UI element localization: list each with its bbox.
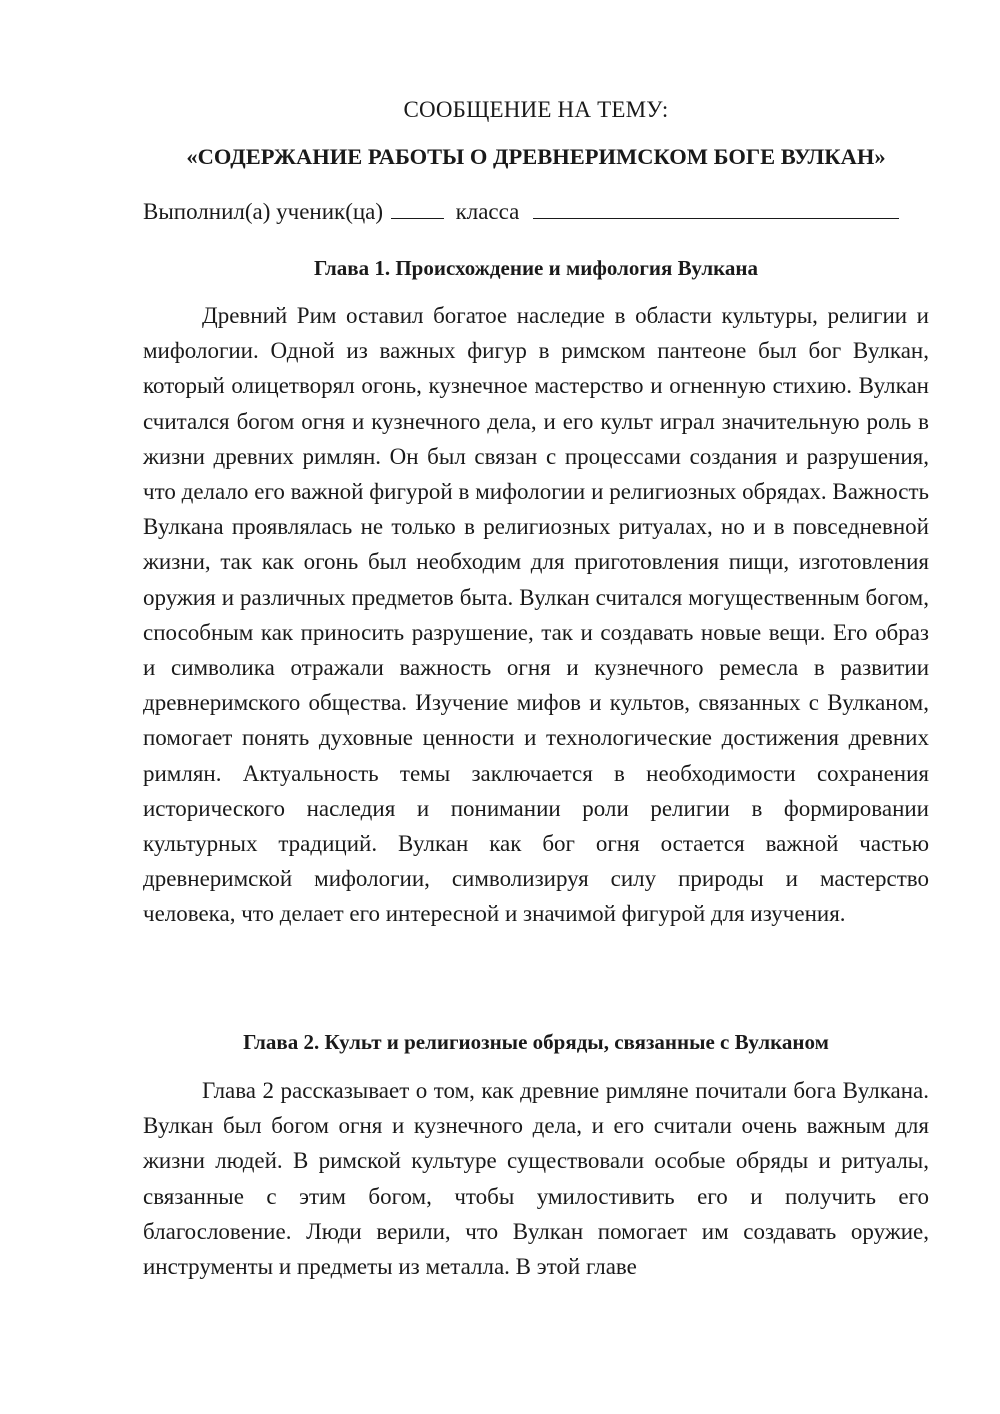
author-prefix: Выполнил(а) ученик(ца) bbox=[143, 199, 384, 224]
chapter-1-heading: Глава 1. Происхождение и мифология Вулкана bbox=[313, 256, 759, 280]
document-title: СООБЩЕНИЕ НА ТЕМУ: bbox=[403, 97, 669, 122]
chapter-1-paragraph: Древний Рим оставил богатое наследие в области культуры, религии и мифологии. Одной из важных фигур в римском пантеоне был бог Вулкан, который олицетворял огонь, кузнечное мастерство и огненную стихию. Вулкан считался богом огня и кузнечного дела, и его культ играл значительную роль в жизни древних римлян. Он был связан с процессами создания и разрушения, что делало его важной фигурой в мифологии и религиозных обрядах. Важность Вулкана проявлялась не только в религиозных ритуалах, но и в повседневной жизни, так как огонь был необходим для приготовления пищи, изготовления оружия и различных предметов быта. Вулкан считался могущественным богом, способным как приносить разрушение, так и создавать новые вещи. Его образ и символика отражали важность огня и кузнечного ремесла в развитии древнеримского общества. Изучение мифов и культов, связанных с Вулканом, помогает понять духовные ценности и технологические достижения древних римлян. Актуальность темы заключается в необходимости сохранения исторического наследия и понимании роли религии в формировании культурных традиций. Вулкан как бог огня остается важной частью древнеримской мифологии, символизируя силу природы и мастерство человека, что делает его интересной и значимой фигурой для изучения. bbox=[143, 303, 929, 927]
document-subtitle: «СОДЕРЖАНИЕ РАБОТЫ О ДРЕВНЕРИМСКОМ БОГЕ ВУЛКАН» bbox=[186, 144, 886, 169]
chapter-2-paragraph: Глава 2 рассказывает о том, как древние римляне почитали бога Вулкана. Вулкан был богом огня и кузнечного дела, и его считали очень важным для жизни людей. В римской культуре существовали особые обряды и ритуалы, связанные с этим богом, чтобы умилостивить его и получить его благословение. Люди верили, что Вулкан помогает им создавать оружие, инструменты и предметы из металла. В этой главе bbox=[143, 1078, 929, 1280]
author-line bbox=[143, 196, 929, 228]
student-name-blank bbox=[533, 198, 899, 219]
author-class-label: класса bbox=[455, 199, 520, 224]
class-number-blank bbox=[391, 198, 444, 219]
chapter-2-heading: Глава 2. Культ и религиозные обряды, связанные с Вулканом bbox=[243, 1030, 829, 1054]
